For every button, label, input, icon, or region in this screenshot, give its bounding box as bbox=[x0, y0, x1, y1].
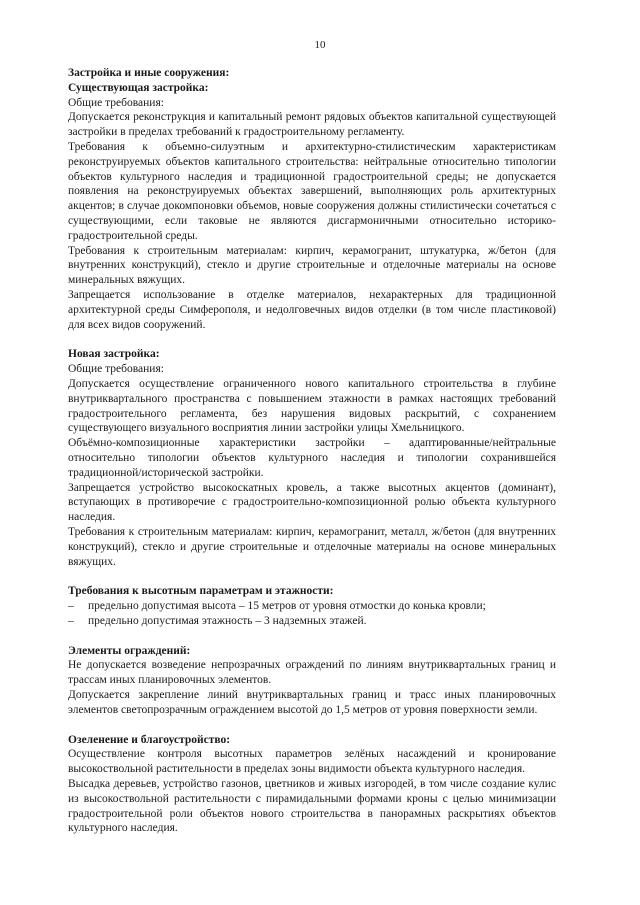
section-title-buildings: Застройка и иные сооружения: bbox=[68, 67, 230, 79]
section-new-buildings bbox=[68, 347, 556, 569]
paragraph: Требования к строительным материалам: кирпич, керамогранит, металл, ж/бетон (для внутренних конструкций), стекло и другие строительные и отделочные материалы на основе минеральных вяжущих. bbox=[68, 525, 556, 568]
section-fences bbox=[68, 644, 556, 718]
dash-bullet: – bbox=[68, 600, 74, 613]
paragraph: Допускается осуществление ограниченного нового капитального строительства в глубине внутриквартального пространства с повышением этажности в рамках настоящих требований градостроительного регламента, без нарушения видовых раскрытий, с сохранением существующего визуального восприятия линии застройки улицы Хмельницкого. bbox=[68, 377, 556, 435]
height-list bbox=[68, 599, 556, 629]
spacer bbox=[68, 569, 556, 584]
section-title-fences: Элементы ограждений: bbox=[68, 644, 191, 657]
list-item-text: предельно допустимая высота – 15 метров от уровня отмостки до конька кровли; bbox=[88, 600, 486, 613]
document-body bbox=[68, 66, 556, 836]
section-landscaping bbox=[68, 733, 556, 837]
section-title-height: Требования к высотным параметрам и этажности: bbox=[68, 585, 334, 598]
paragraph: Высадка деревьев, устройство газонов, цветников и живых изгородей, в том числе создание кулис из высокоствольной растительности с пирамидальными формами кроны с целью минимизации градостроительной роли объектов нового строительства в панорамных раскрытиях объектов культурного наследия. bbox=[68, 778, 556, 835]
page-number: 10 bbox=[314, 39, 326, 51]
spacer bbox=[68, 629, 556, 644]
list-item bbox=[68, 599, 556, 614]
section-title-new: Новая застройка: bbox=[68, 348, 160, 361]
paragraph: Осуществление контроля высотных параметров зелёных насаждений и кронирование высокоствольной растительности в пределах зоны видимости объекта культурного наследия. bbox=[68, 748, 556, 776]
paragraph: Объёмно-композиционные характеристики застройки – адаптированные/нейтральные относительно типологии объектов культурного наследия и типологии сохранившейся традиционной/исторической застройки. bbox=[68, 437, 556, 479]
spacer bbox=[68, 718, 556, 733]
paragraph: Допускается реконструкция и капитальный ремонт рядовых объектов капитальной существующей застройки в пределах требований к градостроительному регламенту. bbox=[68, 111, 556, 139]
section-title-landscaping: Озеленение и благоустройство: bbox=[68, 733, 231, 746]
general-requirements-label: Общие требования: bbox=[68, 363, 164, 376]
paragraph: Требования к строительным материалам: кирпич, керамогранит, штукатурка, ж/бетон (для внутренних конструкций), стекло и другие строительные и отделочные материалы на основе минеральных вяжущих. bbox=[68, 244, 556, 287]
dash-bullet: – bbox=[68, 614, 74, 627]
general-requirements-label: Общие требования: bbox=[68, 96, 164, 109]
spacer bbox=[68, 332, 556, 347]
list-item-text: предельно допустимая этажность – 3 надземных этажей. bbox=[88, 614, 367, 627]
list-item bbox=[68, 614, 556, 629]
paragraph: Допускается закрепление линий внутриквартальных границ и трасс иных планировочных элементов светопрозрачным ограждением высотой до 1,5 метров от уровня поверхности земли. bbox=[68, 689, 556, 716]
paragraph: Запрещается использование в отделке материалов, нехарактерных для традиционной архитектурной среды Симферополя, и недолговечных видов отделки (в том числе пластиковой) для всех видов сооружений. bbox=[68, 288, 556, 331]
paragraph: Не допускается возведение непрозрачных ограждений по линиям внутриквартальных границ и трассам иных планировочных элементов. bbox=[68, 659, 556, 687]
section-height-requirements bbox=[68, 584, 556, 628]
section-title-existing: Существующая застройка: bbox=[68, 81, 209, 94]
paragraph: Требования к объемно-силуэтным и архитектурно-стилистическим характеристикам реконструируемых объектов капитального строительства: нейтральные относительно типологии объектов культурного наследия и традиционной градостроительной среды; не допускается появления на реконструируемых объектах завершений, выполняющих роль архитектурных акцентов; в случае докомпоновки объемов, новые сооружения должны стилистически сочетаться с существующими, если таковые не являются дисгармоничными относительно историко-градостроительной среды. bbox=[68, 140, 556, 242]
section-existing-buildings bbox=[68, 66, 556, 332]
paragraph: Запрещается устройство высокоскатных кровель, а также высотных акцентов (доминант), вступающих в противоречие с градостроительно-композиционной ролью объекта культурного наследия. bbox=[68, 481, 556, 524]
